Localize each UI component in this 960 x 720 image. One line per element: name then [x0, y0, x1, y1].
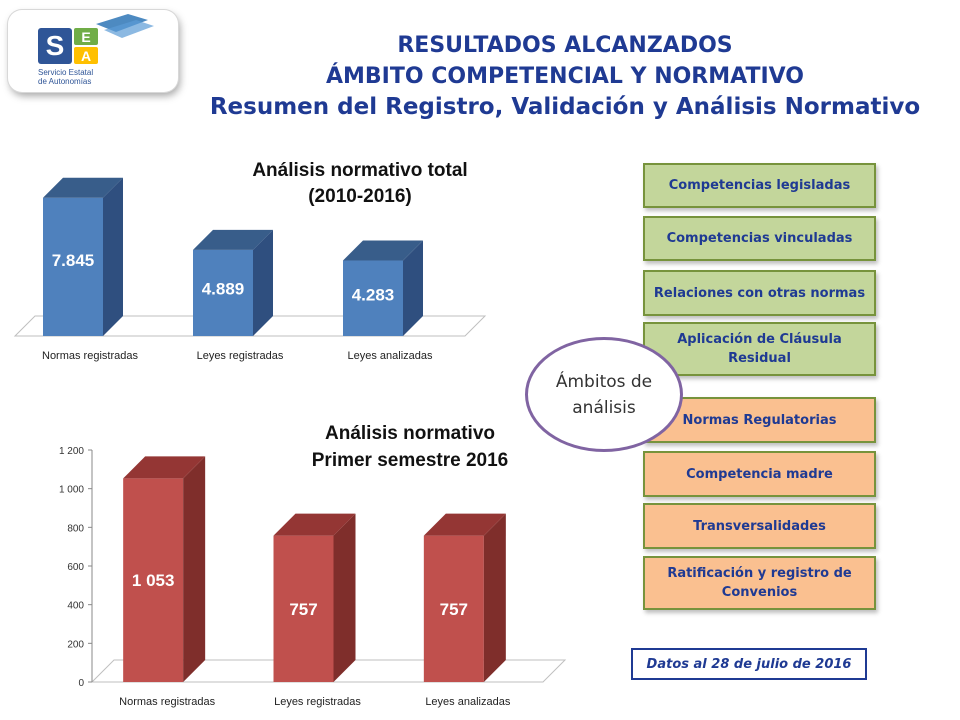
bar-value-label: 1 053: [131, 571, 175, 591]
bar-side-2: [334, 514, 356, 682]
x-tick-label: Leyes registradas: [274, 696, 361, 708]
bar-value-label: 4.283: [351, 285, 395, 305]
x-tick-label: Leyes analizadas: [425, 696, 511, 708]
x-tick-label: Normas registradas: [42, 350, 138, 362]
box-competencias-legisladas: Competencias legisladas: [643, 163, 876, 208]
bar-value-label: 757: [289, 599, 318, 619]
y-tick-label: 600: [67, 562, 84, 573]
logo-letter-e: E: [81, 29, 91, 45]
sea-logo: [8, 10, 178, 92]
bar-side-3: [484, 514, 506, 682]
box-competencia-madre: Competencia madre: [643, 451, 876, 497]
chart-total: [0, 150, 530, 380]
title-block: [190, 30, 940, 123]
ambitos-label: Ámbitos de análisis: [555, 371, 653, 418]
subtitle: ÁMBITO COMPETENCIAL Y NORMATIVO: [325, 64, 804, 89]
ambitos-circle: [525, 337, 683, 452]
x-tick-label: Leyes registradas: [196, 350, 284, 362]
summary-title: Resumen del Registro, Validación y Análisis Normativo: [209, 94, 921, 120]
logo-subtitle-1: Servicio Estatal: [38, 68, 94, 77]
box-normas-regulatorias: Normas Regulatorias: [643, 397, 876, 443]
main-title: RESULTADOS ALCANZADOS: [397, 33, 733, 58]
y-tick-label: 200: [67, 639, 84, 651]
bar-value-label: 4.889: [201, 279, 245, 299]
chart-1-title-line-2: (2010-2016): [308, 186, 412, 207]
box-clausula-residual: Aplicación de Cláusula Residual: [643, 322, 876, 376]
y-tick-label: 1 200: [58, 446, 84, 457]
x-tick-label: Normas registradas: [119, 696, 216, 708]
y-tick-label: 800: [67, 523, 84, 535]
y-tick-label: 1 000: [58, 484, 84, 496]
chart-2-title-line-1: Análisis normativo: [325, 423, 495, 444]
box-competencias-vinculadas: Competencias vinculadas: [643, 216, 876, 261]
logo-letter-s: S: [45, 30, 65, 61]
bar-value-label: 7.845: [51, 250, 95, 270]
chart-1-title-line-1: Análisis normativo total: [252, 160, 468, 181]
logo-graphic: [8, 10, 178, 92]
chart-semester: [0, 430, 600, 720]
bar-side-1: [103, 178, 123, 336]
y-tick-label: 0: [78, 678, 84, 689]
chart-2-title-line-2: Primer semestre 2016: [311, 450, 509, 471]
box-ratificacion-convenios: Ratificación y registro de Convenios: [643, 556, 876, 610]
x-tick-label: Leyes analizadas: [347, 350, 433, 362]
box-relaciones-otras-normas: Relaciones con otras normas: [643, 270, 876, 316]
y-tick-label: 400: [67, 600, 84, 612]
logo-subtitle-2: de Autonomías: [38, 77, 92, 86]
date-note: Datos al 28 de julio de 2016: [631, 648, 867, 680]
bar-value-label: 757: [439, 599, 469, 619]
bar-side-1: [183, 456, 205, 682]
box-transversalidades: Transversalidades: [643, 503, 876, 549]
logo-letter-a: A: [80, 48, 92, 64]
